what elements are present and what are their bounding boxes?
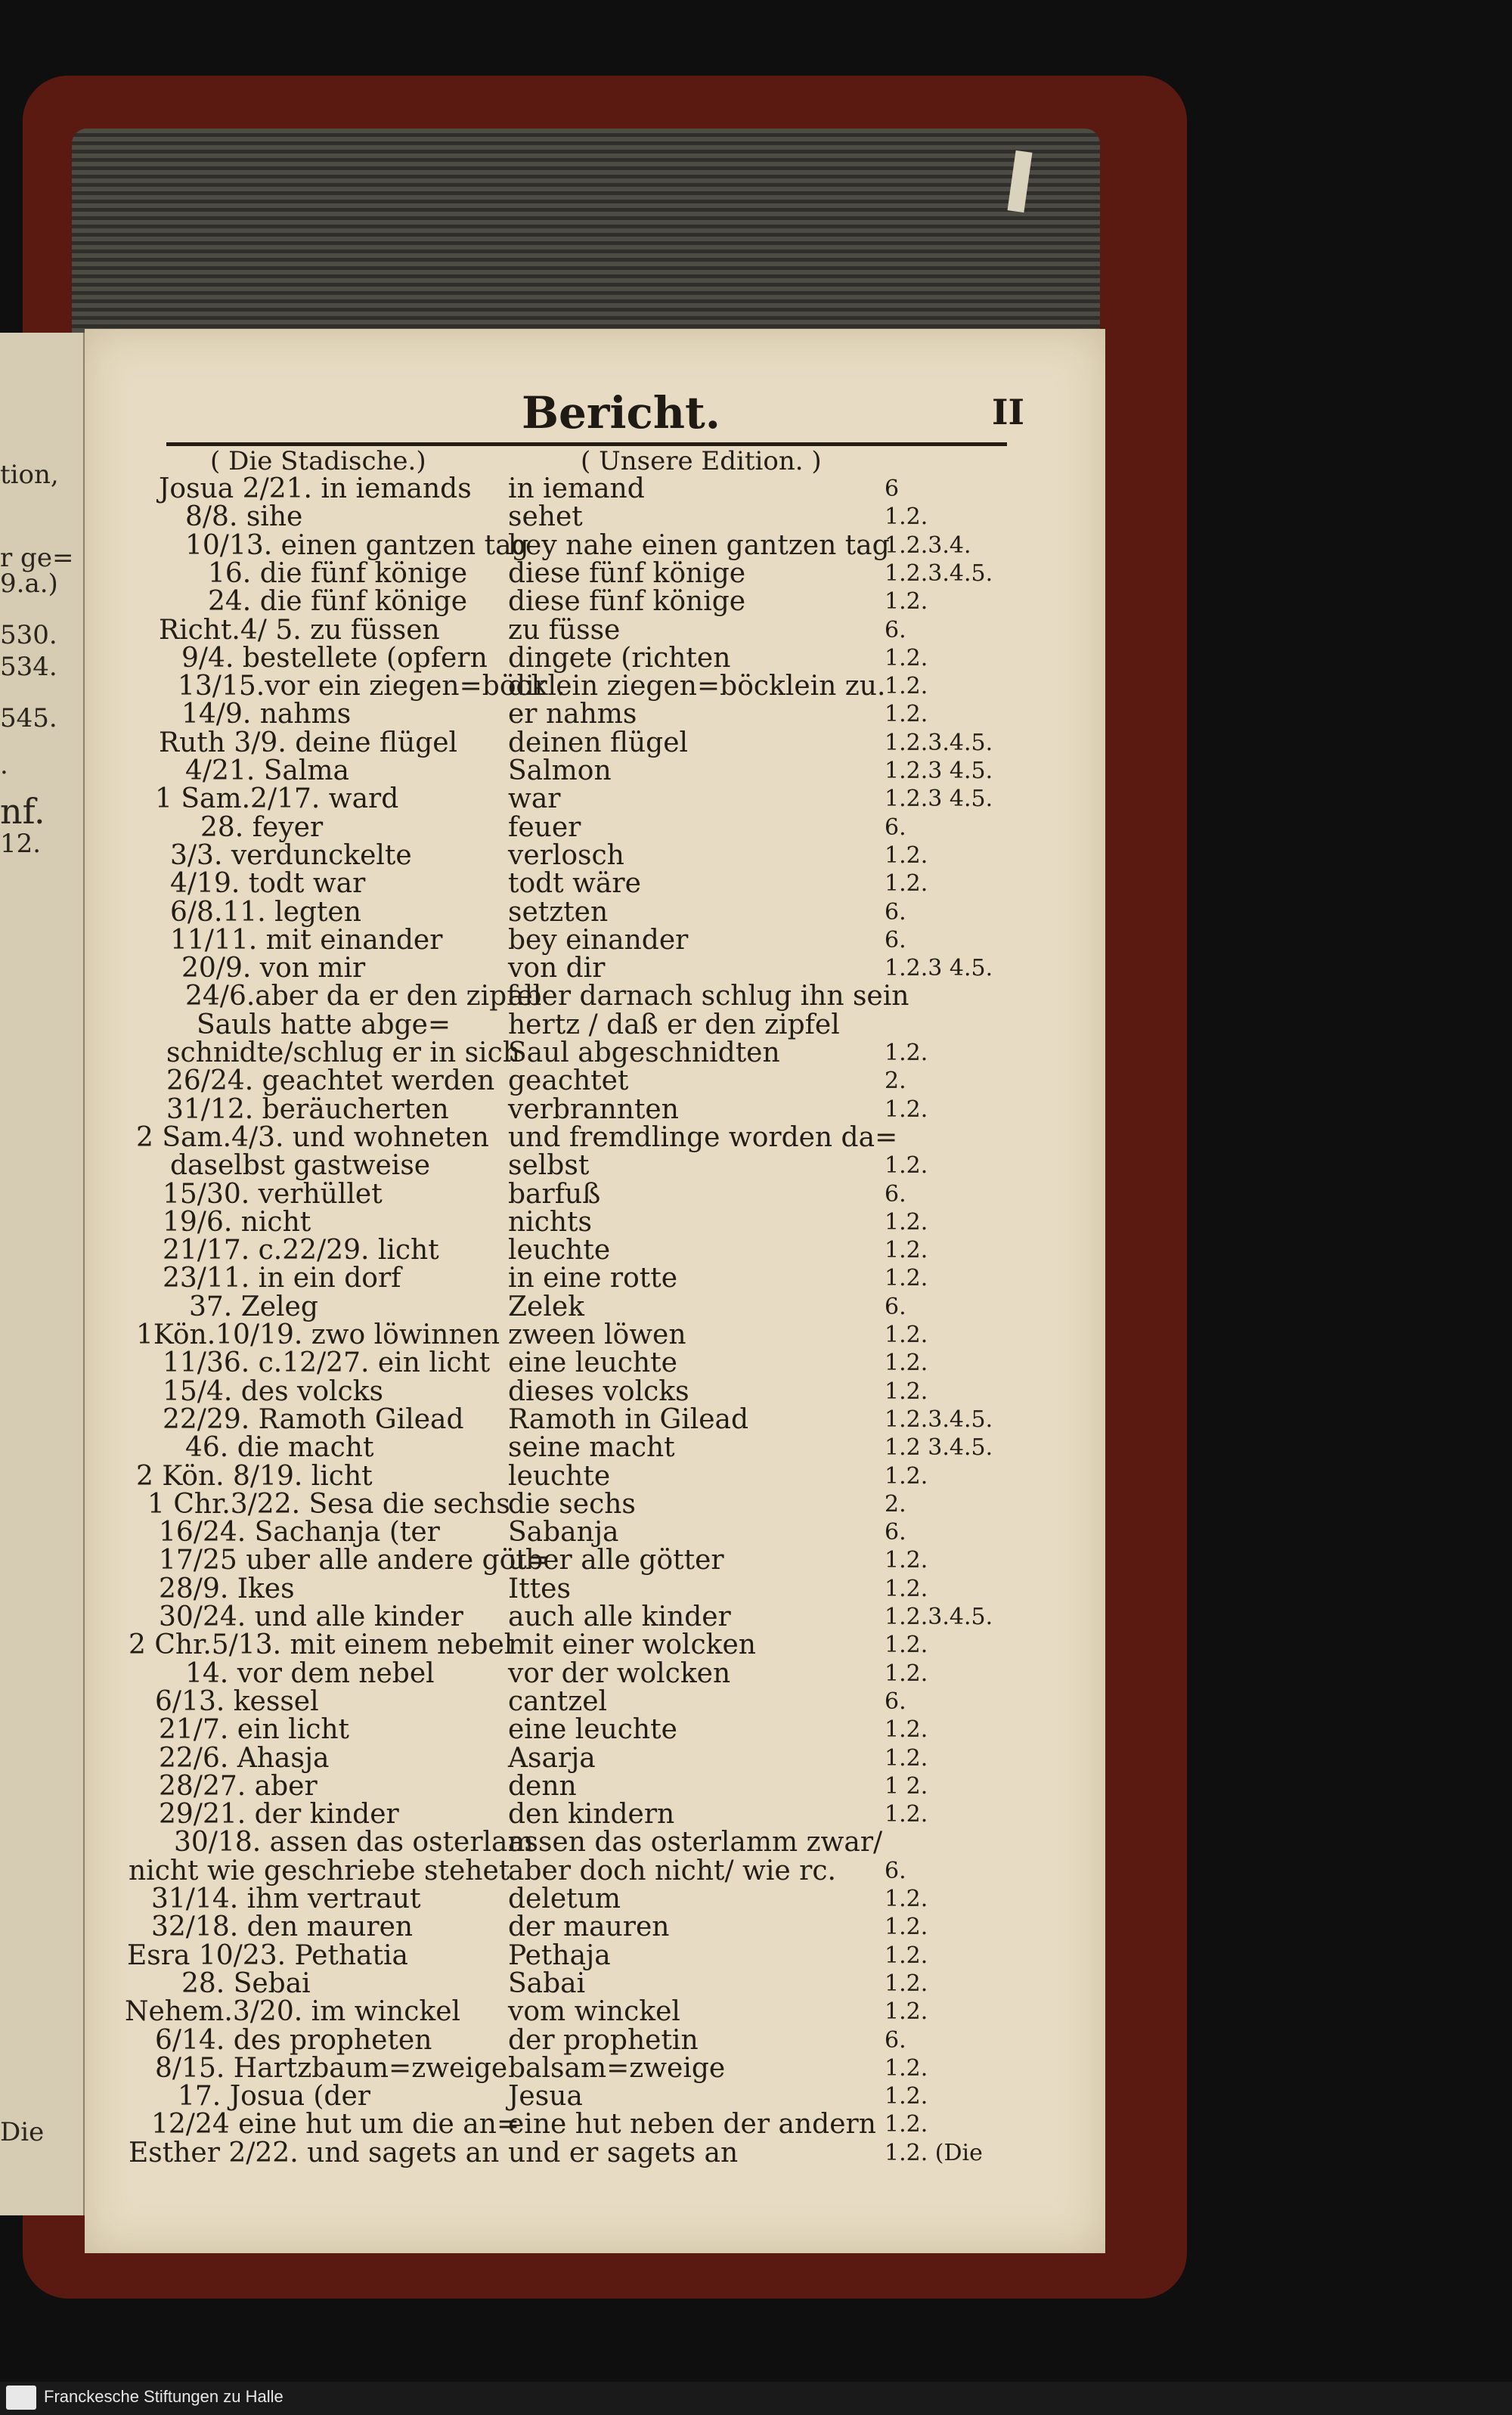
edition-numbers: 1.2. (885, 1350, 928, 1377)
stadische-reading: 22/29. Ramoth Gilead (163, 1403, 464, 1435)
stadische-reading: Nehem.3/20. im winckel (125, 1996, 461, 2028)
edition-numbers: 1.2. (885, 1744, 928, 1772)
errata-row (0, 1264, 1512, 1293)
edition-numbers: 1.2. (885, 1237, 928, 1264)
stadische-reading: 11/11. mit einander (170, 924, 443, 956)
left-page-fragment: tion, (0, 460, 59, 490)
stadische-reading: 1 Sam.2/17. ward (155, 783, 399, 815)
stadische-reading: 32/18. den mauren (151, 1911, 414, 1943)
errata-row (0, 870, 1512, 898)
edition-numbers: 1.2.3.4.5. (885, 729, 993, 756)
errata-row (0, 982, 1512, 1011)
left-page-fragment: 12. (0, 829, 42, 859)
errata-row (0, 926, 1512, 955)
stadische-reading: 19/6. nicht (163, 1206, 311, 1238)
stadische-reading: 21/7. ein licht (159, 1714, 350, 1746)
errata-row (0, 1293, 1512, 1322)
edition-numbers: 1.2.3.4.5. (885, 560, 993, 587)
unsere-reading: dieses volcks (508, 1375, 689, 1407)
unsere-reading: der prophetin (508, 2024, 699, 2056)
unsere-reading: Pethaja (508, 1939, 611, 1971)
stadische-reading: 2 Sam.4/3. und wohneten (136, 1121, 489, 1153)
stadische-reading: 31/12. beräucherten (166, 1093, 449, 1125)
unsere-reading: der mauren (508, 1911, 670, 1943)
stadische-reading: 20/9. von mir (181, 953, 366, 984)
stadische-reading: 8/15. Hartzbaum=zweige (155, 2052, 508, 2084)
stadische-reading: 12/24 eine hut um die an= (151, 2109, 520, 2141)
stadische-reading: 28. feyer (200, 811, 324, 843)
unsere-reading: in eine rotte (508, 1263, 678, 1294)
edition-numbers: 1.2. (885, 1914, 928, 1941)
errata-row (0, 1403, 1512, 1435)
unsere-reading: leuchte (508, 1460, 611, 1492)
edition-numbers: 1.2.3.4.5. (885, 1604, 993, 1630)
stadische-reading: 2 Kön. 8/19. licht (136, 1460, 373, 1492)
stadische-reading: 6/8.11. legten (170, 896, 361, 928)
edition-numbers: 1.2.3 4.5. (885, 758, 993, 784)
edition-numbers: 1.2. (885, 1942, 928, 1969)
errata-row (0, 1039, 1512, 1068)
stadische-reading: 6/14. des propheten (155, 2024, 432, 2056)
unsere-reading: mit einer wolcken (508, 1629, 756, 1661)
stadische-reading: 24. die fünf könige (208, 586, 468, 618)
unsere-reading: von dir (508, 953, 606, 984)
stadische-reading: 26/24. geachtet werden (166, 1065, 495, 1097)
unsere-reading: zween löwen (508, 1319, 686, 1350)
unsere-reading: war (508, 783, 561, 815)
unsere-reading: sehet (508, 501, 583, 533)
unsere-reading: bey nahe einen gantzen tag (508, 529, 890, 561)
errata-row (0, 1716, 1512, 1744)
edition-numbers: 6. (885, 814, 906, 841)
errata-row (0, 1093, 1512, 1125)
unsere-reading: deletum (508, 1883, 621, 1914)
errata-row (0, 1067, 1512, 1096)
errata-row (0, 954, 1512, 983)
unsere-reading: feuer (508, 811, 581, 843)
stadische-reading: 17. Josua (der (178, 2081, 370, 2113)
unsere-reading: Ittes (508, 1573, 571, 1604)
stadische-reading: 29/21. der kinder (159, 1799, 399, 1831)
edition-numbers: 1.2. (885, 1265, 928, 1292)
errata-row (0, 2054, 1512, 2083)
unsere-reading: diese fünf könige (508, 557, 746, 589)
unsere-reading: verlosch (508, 839, 624, 871)
unsere-reading: diese fünf könige (508, 586, 746, 618)
stadische-reading: 3/3. verdunckelte (170, 839, 412, 871)
stadische-reading: 16. die fünf könige (208, 557, 468, 589)
edition-numbers: 1.2. (885, 2111, 928, 2138)
unsere-reading: den kindern (508, 1799, 675, 1831)
stadische-reading: 28. Sebai (181, 1967, 311, 1999)
edition-numbers: 1.2. (885, 1801, 928, 1828)
edition-numbers: 1.2. (885, 1462, 928, 1490)
edition-numbers: 1.2. (885, 1152, 928, 1180)
stadische-reading: 4/19. todt war (170, 868, 366, 900)
errata-row (0, 2139, 1512, 2168)
stadische-reading: 15/4. des volcks (163, 1375, 383, 1407)
stadische-reading: Esther 2/22. und sagets an (129, 2137, 500, 2169)
unsere-reading: setzten (508, 896, 609, 928)
errata-row (0, 1967, 1512, 1999)
unsere-reading: verbrannten (508, 1093, 679, 1125)
errata-row (0, 1152, 1512, 1180)
errata-row (0, 1685, 1512, 1717)
stadische-reading: 14. vor dem nebel (185, 1657, 435, 1689)
edition-numbers: 6. (885, 616, 906, 643)
errata-row (0, 1011, 1512, 1040)
stadische-reading: 2 Chr.5/13. mit einem nebel (129, 1629, 513, 1661)
unsere-reading: eine leuchte (508, 1347, 677, 1379)
edition-numbers: 1.2. (885, 1547, 928, 1574)
unsere-reading: dir ein ziegen=böcklein zu. (508, 671, 886, 702)
unsere-reading: denn (508, 1770, 577, 1802)
edition-numbers: 1.2.3.4. (885, 532, 971, 559)
unsere-reading: Asarja (508, 1742, 596, 1774)
stadische-reading: 28/9. Ikes (159, 1573, 295, 1604)
edition-numbers: 2. (885, 1490, 906, 1518)
stadische-reading: 31/14. ihm vertraut (151, 1883, 421, 1914)
errata-row (0, 1998, 1512, 2026)
edition-numbers: 1.2. (885, 1998, 928, 2026)
stadische-reading: Sauls hatte abge= (197, 1009, 451, 1040)
edition-numbers: 1.2. (885, 1716, 928, 1744)
stadische-reading: 14/9. nahms (181, 699, 352, 730)
stadische-reading: 1Kön.10/19. zwo löwinnen (136, 1319, 500, 1350)
edition-numbers: 1.2. (885, 1040, 928, 1066)
errata-row (0, 757, 1512, 786)
errata-row (0, 2110, 1512, 2139)
errata-row (0, 2082, 1512, 2111)
edition-numbers: 6. (885, 2026, 906, 2054)
unsere-reading: Salmon (508, 755, 612, 786)
unsere-reading: bey einander (508, 924, 689, 956)
edition-numbers: 1.2. (885, 1632, 928, 1659)
errata-row (0, 529, 1512, 561)
errata-row (0, 839, 1512, 871)
stadische-reading: Richt.4/ 5. zu füssen (159, 614, 440, 646)
errata-row (0, 1236, 1512, 1265)
errata-row (0, 1857, 1512, 1886)
errata-row (0, 898, 1512, 927)
errata-row (0, 1603, 1512, 1632)
stadische-reading: 8/8. sihe (185, 501, 303, 533)
unsere-reading: barfuß (508, 1178, 601, 1210)
edition-numbers: 1.2. (885, 1378, 928, 1405)
errata-row (0, 2026, 1512, 2055)
edition-numbers: 1.2. (885, 1208, 928, 1235)
unsere-reading: vom winckel (508, 1996, 680, 2028)
left-page-fragment: r ge= (0, 543, 74, 573)
unsere-reading: vor der wolcken (508, 1657, 731, 1689)
column-heading-right: ( Unsere Edition. ) (581, 446, 822, 476)
edition-numbers: 1.2.3 4.5. (885, 786, 993, 813)
errata-row (0, 475, 1512, 504)
edition-numbers: 6. (885, 898, 906, 925)
errata-row (0, 700, 1512, 729)
stadische-reading: 24/6.aber da er den zipfel (185, 981, 542, 1012)
stadische-reading: 9/4. bestellete (opfern (181, 642, 488, 674)
edition-numbers: 1.2. (885, 2083, 928, 2110)
stadische-reading: 21/17. c.22/29. licht (163, 1235, 439, 1266)
stadische-reading: 15/30. verhüllet (163, 1178, 383, 1210)
unsere-reading: Sabai (508, 1967, 586, 1999)
errata-row (0, 1321, 1512, 1350)
page-title: Bericht. (522, 387, 720, 439)
edition-numbers: 6. (885, 1293, 906, 1320)
left-page-fragment: 534. (0, 652, 57, 682)
unsere-reading: hertz / daß er den zipfel (508, 1009, 840, 1040)
unsere-reading: Sabanja (508, 1517, 619, 1549)
unsere-reading: aber darnach schlug ihn sein (508, 981, 909, 1012)
edition-numbers: 6 (885, 476, 900, 502)
edition-numbers: 1.2. (885, 1575, 928, 1602)
edition-numbers: 1.2 3.4.5. (885, 1434, 993, 1462)
unsere-reading: cantzel (508, 1685, 608, 1717)
edition-numbers: 1.2.3.4.5. (885, 1406, 993, 1433)
edition-numbers: 6. (885, 1688, 906, 1715)
unsere-reading: auch alle kinder (508, 1601, 731, 1632)
edition-numbers: 1.2. (885, 1660, 928, 1687)
unsere-reading: er nahms (508, 699, 637, 730)
edition-numbers: 6. (885, 1180, 906, 1208)
errata-row (0, 1462, 1512, 1491)
edition-numbers: 6. (885, 1857, 906, 1884)
page-edges (72, 129, 1100, 333)
edition-numbers: 1.2. (885, 504, 928, 531)
stadische-reading: 46. die macht (185, 1432, 374, 1464)
unsere-reading: nichts (508, 1206, 592, 1238)
errata-row (0, 1180, 1512, 1209)
errata-row (0, 1631, 1512, 1660)
stadische-reading: 28/27. aber (159, 1770, 318, 1802)
edition-numbers: 1 2. (885, 1772, 928, 1800)
unsere-reading: in iemand (508, 473, 645, 504)
unsere-reading: seine macht (508, 1432, 675, 1464)
errata-row (0, 587, 1512, 616)
institution-logo (6, 2386, 36, 2410)
unsere-reading: Zelek (508, 1291, 584, 1322)
stadische-reading: 30/18. assen das osterlam (174, 1827, 534, 1859)
errata-row (0, 672, 1512, 701)
left-page-fragment: nf. (0, 791, 45, 832)
errata-row (0, 1828, 1512, 1857)
stadische-reading: 1 Chr.3/22. Sesa die sechs (147, 1488, 510, 1520)
edition-numbers: 1.2. (885, 588, 928, 615)
column-heading-left: ( Die Stadische.) (210, 446, 426, 476)
stadische-reading: 30/24. und alle kinder (159, 1601, 463, 1632)
errata-row (0, 1913, 1512, 1942)
unsere-reading: selbst (508, 1150, 590, 1182)
page-number: II (992, 392, 1025, 432)
edition-numbers: 1.2. (885, 842, 928, 869)
stadische-reading: 4/21. Salma (185, 755, 349, 786)
stadische-reading: 16/24. Sachanja (ter (159, 1517, 440, 1549)
errata-row (0, 1939, 1512, 1971)
unsere-reading: assen das osterlamm zwar/ (508, 1827, 883, 1859)
edition-numbers: 1.2. (885, 1970, 928, 1997)
left-page-fragment: 530. (0, 620, 57, 650)
unsere-reading: Saul abgeschnidten (508, 1037, 780, 1068)
left-page-fragment: Die (0, 2117, 45, 2147)
stadische-reading: nicht wie geschriebe stehet (129, 1855, 510, 1886)
unsere-reading: Ramoth in Gilead (508, 1403, 749, 1435)
stadische-reading: 10/13. einen gantzen tag (185, 529, 529, 561)
edition-numbers: 1.2. (885, 1322, 928, 1348)
edition-numbers: 1.2. (885, 673, 928, 700)
edition-numbers: 1.2. (885, 701, 928, 728)
stadische-reading: Esra 10/23. Pethatia (127, 1939, 408, 1971)
left-page-fragment: 9.a.) (0, 569, 58, 599)
errata-row (0, 644, 1512, 673)
errata-row (0, 1349, 1512, 1378)
errata-row (0, 1575, 1512, 1604)
stadische-reading: daselbst gastweise (170, 1150, 431, 1182)
unsere-reading: eine hut neben der andern (508, 2109, 876, 2141)
errata-row (0, 1800, 1512, 1829)
edition-numbers: 6. (885, 926, 906, 953)
unsere-reading: balsam=zweige (508, 2052, 726, 2084)
unsere-reading: und er sagets an (508, 2137, 739, 2169)
errata-row (0, 1121, 1512, 1153)
errata-row (0, 616, 1512, 645)
edition-numbers: 1.2. (885, 1096, 928, 1123)
footer-credit: Franckesche Stiftungen zu Halle (44, 2387, 284, 2406)
unsere-reading: deinen flügel (508, 727, 689, 758)
stadische-reading: 37. Zeleg (189, 1291, 318, 1322)
unsere-reading: zu füsse (508, 614, 621, 646)
stadische-reading: 23/11. in ein dorf (163, 1263, 401, 1294)
errata-row (0, 1772, 1512, 1801)
unsere-reading: aber doch nicht/ wie rc. (508, 1855, 836, 1886)
errata-row (0, 1490, 1512, 1519)
unsere-reading: die sechs (508, 1488, 636, 1520)
errata-row (0, 1434, 1512, 1462)
stadische-reading: 6/13. kessel (155, 1685, 319, 1717)
edition-numbers: 6. (885, 1519, 906, 1546)
unsere-reading: leuchte (508, 1235, 611, 1266)
errata-row (0, 503, 1512, 532)
unsere-reading: uber alle götter (508, 1545, 724, 1576)
errata-row (0, 1546, 1512, 1575)
unsere-reading: geachtet (508, 1065, 629, 1097)
errata-row (0, 1518, 1512, 1547)
stadische-reading: schnidte/schlug er in sich (166, 1037, 520, 1068)
edition-numbers: 2. (885, 1068, 906, 1095)
unsere-reading: dingete (richten (508, 642, 731, 674)
errata-row (0, 1744, 1512, 1773)
stadische-reading: 13/15.vor ein ziegen=böckl. (178, 671, 565, 702)
unsere-reading: eine leuchte (508, 1714, 677, 1746)
errata-row (0, 785, 1512, 814)
errata-row (0, 1208, 1512, 1237)
edition-numbers: 1.2. (885, 644, 928, 671)
stadische-reading: 22/6. Ahasja (159, 1742, 330, 1774)
unsere-reading: Jesua (508, 2081, 583, 2113)
left-page-fragment: . (0, 750, 8, 780)
edition-numbers: 1.2. (Die (885, 2139, 983, 2166)
stadische-reading: Ruth 3/9. deine flügel (159, 727, 458, 758)
edition-numbers: 1.2.3 4.5. (885, 955, 993, 982)
unsere-reading: todt wäre (508, 868, 641, 900)
left-page-fragment: 545. (0, 703, 57, 733)
edition-numbers: 1.2. (885, 1886, 928, 1912)
edition-numbers: 1.2. (885, 870, 928, 897)
stadische-reading: 11/36. c.12/27. ein licht (163, 1347, 491, 1379)
errata-row (0, 729, 1512, 758)
errata-row (0, 1657, 1512, 1689)
stadische-reading: Josua 2/21. in iemands (159, 473, 472, 504)
errata-row (0, 1375, 1512, 1407)
stadische-reading: 17/25 uber alle andere göt= (159, 1545, 550, 1576)
edition-numbers: 1.2. (885, 2054, 928, 2082)
errata-row (0, 1885, 1512, 1914)
unsere-reading: und fremdlinge worden da= (508, 1121, 898, 1153)
